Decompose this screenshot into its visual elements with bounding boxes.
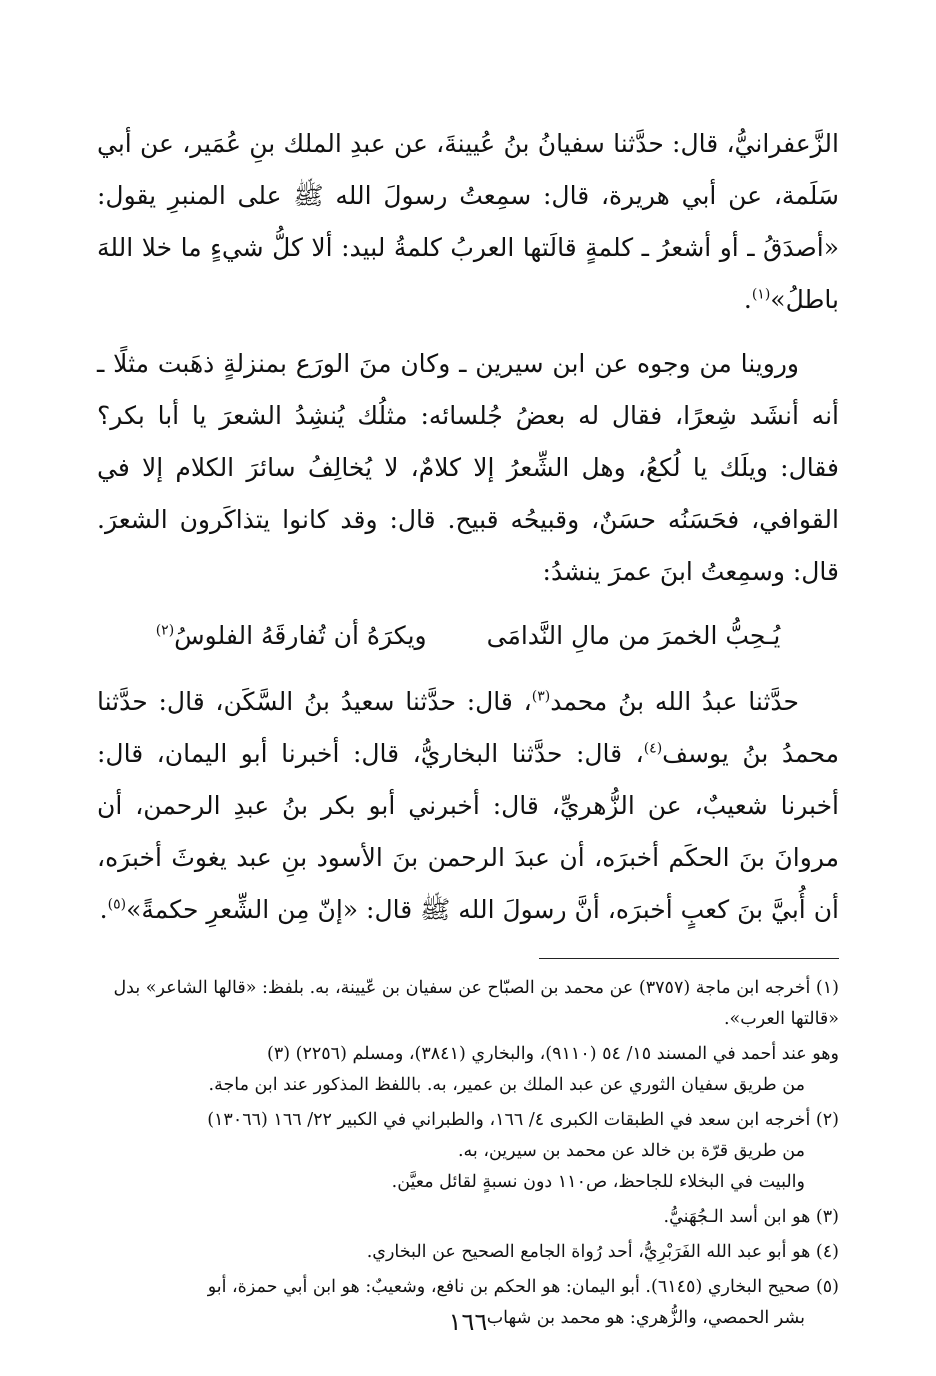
- paragraph-2-text: وروينا من وجوه عن ابن سيرين ـ وكان منَ الورَع بمنزلةٍ ذهَبت مثلًا ـ أنه أنشَد شِعرًا، فقال له بعضُ جُلسائه: مثلُك يُنشِدُ الشعرَ يا أبا بكر؟ فقال: ويلَك يا لُكعُ، وهل الشِّعرُ إلا كلامٌ، لا يُخالِفُ سائرَ الكلام إلا في القوافي، فحَسَنُه حسَنٌ، وقبيحُه قبيح. قال: وقد كانوا يتذاكَرون الشعرَ. قال: وسمِعتُ ابنَ عمرَ ينشدُ:: [97, 349, 839, 586]
- footnote-4-text: (٤) هو أبو عبد الله الفَرَبْرِيُّ، أحد رُواة الجامع الصحيح عن البخاري.: [366, 1242, 839, 1262]
- paragraph-1: [97, 118, 839, 326]
- footnote-3-text: (٣) هو ابن أسد الـجُهَنيُّ.: [663, 1207, 839, 1227]
- footnote-5-continuation: بشر الحمصي، والزُّهري: هو محمد بن شهاب.: [481, 1308, 805, 1328]
- poetry-verse: [97, 610, 839, 662]
- footnote-divider: [539, 958, 839, 959]
- verse-first-hemistich: يُـحِبُّ الخمرَ من مالِ النَّدامَى: [486, 621, 781, 650]
- verse-second-hemistich: [156, 610, 427, 662]
- footnote-ref-3: (٣): [531, 688, 551, 705]
- footnote-1: [97, 973, 839, 1035]
- paragraph-3-part-1: حدَّثنا عبدُ الله بنُ محمد: [550, 687, 799, 716]
- footnote-ref-5: (٥): [107, 896, 127, 913]
- footnote-1-text: (١) أخرجه ابن ماجة (٣٧٥٧) عن محمد بن الصبّاح عن سفيان بن عّيينة، به. بلفظ: «قالها الشاعر» بدل «قالتها العرب».: [113, 978, 839, 1029]
- footnote-ref-2: (٢): [155, 622, 175, 639]
- footnote-2-text: (٢) أخرجه ابن سعد في الطبقات الكبرى ٤/ ١٦٦، والطبراني في الكبير ٢٢/ ١٦٦ (١٣٠٦٦): [207, 1110, 839, 1130]
- paragraph-3-part-3: ، قال: حدَّثنا البخاريُّ، قال: أخبرنا أبو اليمان، قال: أخبرنا شعيبٌ، عن الزُّهريِّ، قال: أخبرني أبو بكر بنُ عبدِ الرحمن، أن مروانَ بنَ الحكَم أخبرَه، أن عبدَ الرحمن بنَ الأسود بنِ عبد يغوثَ أخبرَه، أن أُبيَّ بنَ كعبٍ أخبرَه، أنَّ رسولَ الله ﷺ قال: «إنّ مِن الشِّعرِ حكمةً»: [97, 739, 839, 924]
- footnote-2-addendum: والبيت في البخلاء للجاحظ، ص١١٠ دون نسبةٍ لقائل معيَّن.: [391, 1172, 805, 1192]
- footnote-1-addendum: [97, 1039, 839, 1101]
- footnote-5-text: (٥) صحيح البخاري (٦١٤٥). أبو اليمان: هو الحكم بن نافع، وشعيبٌ: هو ابن أبي حمزة، أبو: [207, 1277, 839, 1297]
- footnote-4: [97, 1237, 839, 1268]
- paragraph-1-text: الزَّعفرانيُّ، قال: حدَّثنا سفيانُ بنُ عُيينةَ، عن عبدِ الملك بنِ عُمَير، عن أبي سَلَمة، عن أبي هريرة، قال: سمِعتُ رسولَ الله ﷺ على المنبرِ يقول: «أصدَقُ ـ أو أشعرُ ـ كلمةٍ قالَتها العربُ كلمةُ لبيد: ألا كلُّ شيءٍ ما خلا اللهَ باطلُ»: [97, 129, 839, 314]
- footnotes: [97, 973, 839, 1334]
- paragraph-1-end: .: [743, 285, 752, 314]
- page-content: [97, 118, 839, 1338]
- verse-second-text: ويكرَهُ أن تُفارقَهُ الفلوسُ: [174, 621, 427, 650]
- paragraph-2: [97, 338, 839, 598]
- paragraph-3: [97, 676, 839, 936]
- footnote-ref-4: (٤): [643, 740, 663, 757]
- footnote-2: [97, 1105, 839, 1198]
- footnote-1-addendum-text: وهو عند أحمد في المسند ١٥/ ٥٤ (٩١١٠)، والبخاري (٣٨٤١)، ومسلم (٢٢٥٦) (٣): [267, 1044, 839, 1064]
- page-number: ١٦٦: [448, 1308, 488, 1336]
- footnote-ref-1: (١): [751, 286, 771, 303]
- paragraph-3-end: .: [99, 895, 108, 924]
- footnote-3: [97, 1202, 839, 1233]
- paragraph-3-part-2: ، قال: حدَّثنا سعيدُ بنُ السَّكَن، قال: حدَّثنا محمدُ بنُ يوسف: [97, 687, 839, 768]
- footnote-2-continuation: من طريق قرّة بن خالد عن محمد بن سيرين، به.: [457, 1141, 805, 1161]
- footnote-1-addendum-continuation: من طريق سفيان الثوري عن عبد الملك بن عمير، به. باللفظ المذكور عند ابن ماجة.: [208, 1075, 805, 1095]
